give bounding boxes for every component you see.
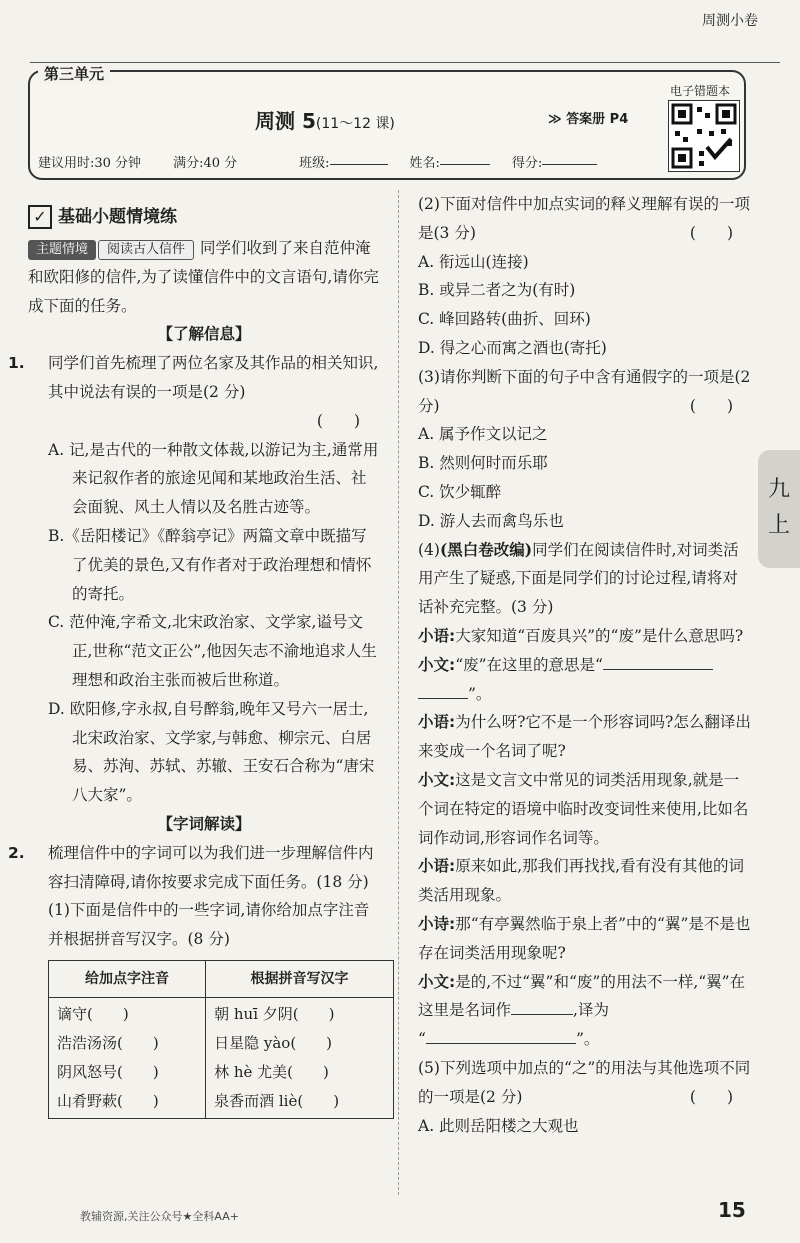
question-2-part-3: (3)请你判断下面的句子中含有通假字的一项是(2 分)	[418, 367, 751, 415]
dialog-open-quote: “	[418, 1030, 426, 1049]
answer-reference: ≫ 答案册 P4	[548, 112, 629, 127]
option-item: C. 峰回路转(曲折、回环)	[418, 310, 591, 329]
write-item: 朝 huī 夕阴( )	[214, 1004, 335, 1023]
pinyin-table	[48, 960, 394, 1119]
dialog-line	[418, 708, 753, 766]
dialog-speaker: 小文:	[418, 655, 456, 674]
dialog-speaker: 小语:	[418, 713, 456, 732]
score-label: 得分:	[511, 156, 543, 171]
option-item: A. 属予作文以记之	[418, 425, 548, 444]
left-column	[8, 200, 380, 1119]
test-title	[255, 105, 395, 134]
annotate-item: 谪守( )	[57, 1004, 129, 1023]
question-2-part-1: (1)下面是信件中的一些字词,请你给加点字注音并根据拼音写汉字。(8 分)	[48, 901, 370, 949]
question-1-number: 1.	[8, 354, 25, 373]
answer-blank[interactable]	[511, 998, 573, 1015]
table-cell-write[interactable]	[206, 997, 394, 1118]
dialog-text: 那“有亭翼然临于泉上者”中的“翼”是不是也存在词类活用现象呢?	[418, 914, 751, 962]
question-2-part-2: (2)下面对信件中加点实词的释义理解有误的一项是(3 分)	[418, 195, 750, 242]
page-number: 15	[718, 1198, 746, 1222]
table-cell-annotate[interactable]	[49, 997, 206, 1118]
dialog-line	[418, 852, 753, 910]
question-2-part-2-bracket[interactable]: ( )	[689, 223, 733, 242]
subheading-words: 【字词解读】	[157, 813, 251, 833]
dialog-speaker: 小语:	[418, 857, 456, 876]
dialog-speaker: 小语:	[418, 626, 456, 645]
dialog-text: 是的,不过“翼”和“废”的用法不一样,“翼”在这里是名词作	[418, 972, 746, 1020]
full-score: 满分:40 分	[173, 156, 238, 171]
suggested-time: 建议用时:30 分钟	[38, 156, 142, 171]
dialog-text: 大家知道“百废具兴”的“废”是什么意思吗?	[455, 626, 744, 645]
dialog-speaker: 小诗:	[418, 914, 456, 933]
dialog-speaker: 小文:	[418, 770, 456, 789]
table-header: 根据拼音写汉字	[206, 960, 394, 997]
question-1-text: 同学们首先梳理了两位名家及其作品的相关知识,其中说法有误的一项是(2 分)	[48, 354, 379, 401]
option-item: D. 得之心而寓之酒也(寄托)	[418, 338, 607, 357]
answer-blank[interactable]	[603, 653, 713, 670]
question-1-answer-bracket[interactable]: ( )	[316, 411, 360, 430]
qr-code-icon[interactable]	[668, 100, 740, 172]
subheading-info: 【了解信息】	[157, 324, 251, 344]
class-label: 班级:	[299, 156, 330, 171]
write-item: 林 hè 尤美( )	[214, 1062, 329, 1081]
checkbox-icon: ✓	[28, 205, 52, 229]
dialog-text: 这是文言文中常见的词类活用现象,就是一个词在特定的语境中临时改变词性来使用,比如名词作动词,形容词作名词等。	[418, 770, 749, 847]
option-item: B. 或异二者之为(有时)	[418, 281, 576, 300]
unit-label: 第三单元	[38, 63, 110, 84]
intro-paragraph	[28, 234, 380, 320]
dialog-line	[418, 766, 753, 852]
theme-tag: 主题情境	[28, 240, 96, 260]
table-header: 给加点字注音	[49, 960, 206, 997]
section-title	[28, 200, 380, 234]
dialog-line	[418, 622, 753, 651]
dialog-end: ”。	[575, 1030, 600, 1049]
write-item: 泉香而酒 liè( )	[214, 1091, 340, 1110]
top-rule	[30, 62, 780, 63]
section-title-text: 基础小题情境练	[58, 206, 177, 227]
right-column	[418, 190, 753, 1140]
option-item: A. 此则岳阳楼之大观也	[418, 1116, 579, 1135]
annotate-item: 浩浩汤汤( )	[57, 1033, 159, 1052]
theme-name: 阅读古人信件	[98, 240, 194, 260]
dialog-text: 原来如此,那我们再找找,看有没有其他的词类活用现象。	[418, 857, 745, 905]
dialog-end: ”。	[468, 684, 492, 703]
side-tab-char-1: 九	[767, 477, 790, 502]
question-2-part-4	[418, 536, 753, 622]
question-1	[8, 349, 380, 407]
dialog-mid: ,译为	[573, 1001, 609, 1020]
grade-side-tab	[758, 450, 800, 568]
question-2-part-5: (5)下列选项中加点的“之”的用法与其他选项不同的一项是(2 分)	[418, 1058, 751, 1106]
dialog-line	[418, 651, 753, 709]
question-1-option-d: D. 欧阳修,字永叔,自号醉翁,晚年又号六一居士,北宋政治家、文学家,与韩愈、柳宗元、白居易、苏洵、苏轼、苏辙、王安石合称为“唐宋八大家”。	[48, 699, 375, 805]
option-item: D. 游人去而禽鸟乐也	[418, 511, 564, 530]
question-2-number: 2.	[8, 843, 25, 862]
question-1-option-a: A. 记,是古代的一种散文体裁,以游记为主,通常用来记叙作者的旅途见闻和某地政治生活、社会面貌、风土人情以及名胜古迹等。	[48, 440, 379, 517]
dialog-line	[418, 910, 753, 968]
option-item: A. 衔远山(连接)	[418, 252, 529, 271]
question-2-text: 梳理信件中的字词可以为我们进一步理解信件内容扫清障碍,请你按要求完成下面任务。(18 分)	[48, 843, 374, 891]
dialog-line	[418, 968, 753, 1054]
part-4-number: (4)	[418, 540, 440, 559]
annotate-item: 山肴野蔌( )	[57, 1091, 159, 1110]
class-field[interactable]	[330, 152, 388, 165]
side-tab-char-2: 上	[767, 513, 790, 538]
qr-label: 电子错题本	[670, 84, 731, 98]
score-field[interactable]	[542, 152, 597, 165]
dialog-text: 为什么呀?它不是一个形容词吗?怎么翻译出来变成一个名词了呢?	[418, 713, 751, 761]
dialog-speaker: 小文:	[418, 972, 456, 991]
test-title-text: 周测 5	[255, 109, 316, 133]
info-row	[38, 152, 658, 171]
question-1-option-b: B.《岳阳楼记》《醉翁亭记》两篇文章中既描写了优美的景色,又有作者对于政治理想和情怀的寄托。	[48, 526, 372, 603]
test-title-sub: (11～12 课)	[315, 116, 395, 132]
name-field[interactable]	[440, 152, 490, 165]
write-item: 日星隐 yào( )	[214, 1033, 333, 1052]
option-item: C. 饮少辄醉	[418, 482, 502, 501]
option-item: B. 然则何时而乐耶	[418, 454, 548, 473]
footer-note: 教辅资源,关注公众号★全科AA+	[80, 1210, 239, 1223]
question-2	[8, 839, 380, 897]
annotate-item: 阴风怒号( )	[57, 1062, 159, 1081]
dialog-text: “废”在这里的意思是“	[455, 655, 603, 674]
answer-blank[interactable]	[418, 682, 468, 699]
part-4-source-tag: (黑白卷改编)	[439, 539, 533, 559]
answer-blank[interactable]	[426, 1027, 576, 1044]
part-4-text: 同学们在阅读信件时,对词类活用产生了疑惑,下面是同学们的讨论过程,请将对话补充完整。(3 分)	[418, 540, 739, 617]
question-2-part-5-bracket[interactable]: ( )	[689, 1087, 733, 1106]
question-2-part-3-bracket[interactable]: ( )	[689, 396, 733, 415]
intro-text: 同学们收到了来自范仲淹和欧阳修的信件,为了读懂信件中的文言语句,请你完成下面的任务。	[28, 239, 379, 315]
corner-tag: 周测小卷	[702, 13, 758, 29]
name-label: 姓名:	[409, 156, 440, 171]
column-divider	[398, 190, 399, 1195]
question-1-option-c: C. 范仲淹,字希文,北宋政治家、文学家,谥号文正,世称“范文正公”,他因矢志不渝地追求人生理想和政治主张而被后世称道。	[48, 613, 377, 689]
